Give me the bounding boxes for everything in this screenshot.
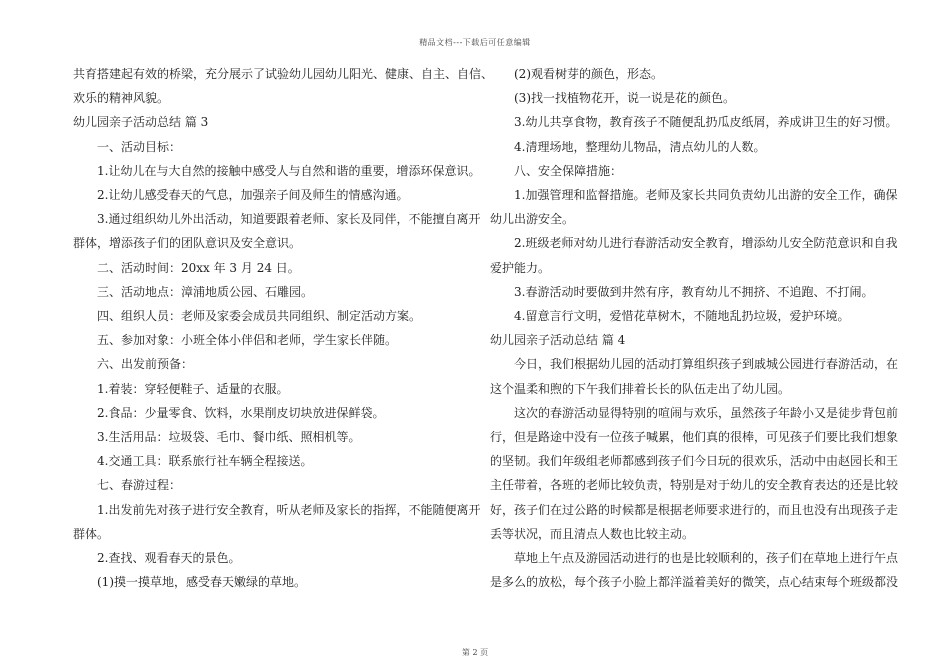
text-line: 好，孩子们在过公路的时候都是根据老师要求进行的，而且也没有出现孩子走 bbox=[490, 502, 899, 517]
text-line: 五、参加对象：小班全体小伴侣和老师，学生家长伴随。 bbox=[97, 333, 398, 348]
text-line: 3.幼儿共享食物，教育孩子不随便乱扔瓜皮纸屑，养成讲卫生的好习惯。 bbox=[514, 115, 898, 130]
text-line: 行，但是路途中没有一位孩子喊累，他们真的很棒，可见孩子们要比我们想象 bbox=[490, 430, 899, 445]
text-line: (3)找一找植物花开，说一说是花的颜色。 bbox=[514, 91, 735, 106]
page-number: 第 2 页 bbox=[461, 648, 489, 657]
text-line: 的坚韧。我们年级组老师都感到孩子们今日玩的很欢乐，活动中由赵园长和王 bbox=[490, 454, 899, 469]
text-line: 2.班级老师对幼儿进行春游活动安全教育，增添幼儿安全防范意识和自我 bbox=[514, 236, 898, 251]
text-line: 1.出发前先对孩子进行安全教育，听从老师及家长的指挥，不能随便离开 bbox=[97, 502, 481, 517]
text-line: 2.食品：少量零食、饮料，水果削皮切块放进保鲜袋。 bbox=[97, 405, 385, 420]
text-line: 群体。 bbox=[73, 526, 110, 541]
text-line: (2)观看树芽的颜色，形态。 bbox=[514, 67, 663, 81]
text-line: 草地上午点及游园活动进行的也是比较顺利的，孩子们在草地上进行午点 bbox=[514, 551, 899, 566]
text-line: 一、活动目标： bbox=[97, 139, 182, 154]
text-line: 幼儿园亲子活动总结 篇 3 bbox=[73, 115, 209, 130]
text-line: 六、出发前预备： bbox=[97, 357, 194, 372]
text-line: 3.春游活动时要做到井然有序，教育幼儿不拥挤、不追跑、不打闹。 bbox=[514, 284, 874, 299]
right-column bbox=[490, 62, 899, 594]
text-line: 丢等状况，而且清点人数也比较主动。 bbox=[490, 526, 695, 541]
text-line: 1.着装：穿轻便鞋子、适量的衣服。 bbox=[97, 381, 289, 396]
text-line: 幼儿出游安全。 bbox=[490, 212, 575, 227]
text-line: 四、组织人员：老师及家委会成员共同组织、制定活动方案。 bbox=[97, 309, 422, 324]
text-line: 1.让幼儿在与大自然的接触中感受人与自然和谐的重要，增添环保意识。 bbox=[97, 163, 481, 178]
text-line: 2.查找、观看春天的景色。 bbox=[97, 551, 241, 566]
text-line: 今日，我们根据幼儿园的活动打算组织孩子到戚城公园进行春游活动，在 bbox=[514, 357, 899, 372]
text-line: 3.通过组织幼儿外出活动，知道要跟着老师、家长及同伴，不能擅自离开 bbox=[97, 212, 481, 227]
text-line: 这个温柔和煦的下午我们排着长长的队伍走出了幼儿园。 bbox=[490, 381, 791, 396]
text-line: 幼儿园亲子活动总结 篇 4 bbox=[490, 333, 626, 348]
text-line: 群体，增添孩子们的团队意识及安全意识。 bbox=[73, 236, 302, 251]
text-line: 4.交通工具：联系旅行社车辆全程接送。 bbox=[97, 454, 313, 469]
text-line: 3.生活用品：垃圾袋、毛巾、餐巾纸、照相机等。 bbox=[97, 430, 361, 445]
text-line: 2.让幼儿感受春天的气息，加强亲子间及师生的情感沟通。 bbox=[97, 188, 409, 203]
left-column bbox=[73, 62, 494, 594]
text-line: 1.加强管理和监督措施。老师及家长共同负责幼儿出游的安全工作，确保 bbox=[514, 188, 898, 203]
text-line: 是多么的放松，每个孩子小脸上都洋溢着美好的微笑，点心结束每个班级都没 bbox=[490, 575, 899, 590]
text-line: 欢乐的精神风貌。 bbox=[73, 91, 170, 106]
text-line: 4.留意言行文明，爱惜花草树木，不随地乱扔垃圾，爱护环境。 bbox=[514, 309, 850, 324]
text-line: 爱护能力。 bbox=[490, 260, 551, 275]
text-line: 三、活动地点：漳浦地质公园、石雕园。 bbox=[97, 284, 314, 299]
text-line: 共育搭建起有效的桥梁，充分展示了试验幼儿园幼儿阳光、健康、自主、自信、 bbox=[73, 67, 494, 81]
text-line: 七、春游过程： bbox=[97, 478, 182, 493]
text-line: 这次的春游活动显得特别的喧闹与欢乐，虽然孩子年龄小又是徒步背包前 bbox=[514, 405, 899, 420]
text-line: 二、活动时间：20xx 年 3 月 24 日。 bbox=[97, 260, 300, 275]
page-header: 精品文档---下载后可任意编辑 bbox=[419, 38, 531, 47]
text-line: 八、安全保障措施： bbox=[514, 163, 623, 178]
text-line: 4.清理场地，整理幼儿物品，清点幼儿的人数。 bbox=[514, 139, 766, 154]
text-line: (1)摸一摸草地，感受春天嫩绿的草地。 bbox=[97, 575, 306, 590]
text-line: 主任带着，各班的老师比较负责，特别是对于幼儿的安全教育表达的还是比较 bbox=[490, 478, 899, 493]
